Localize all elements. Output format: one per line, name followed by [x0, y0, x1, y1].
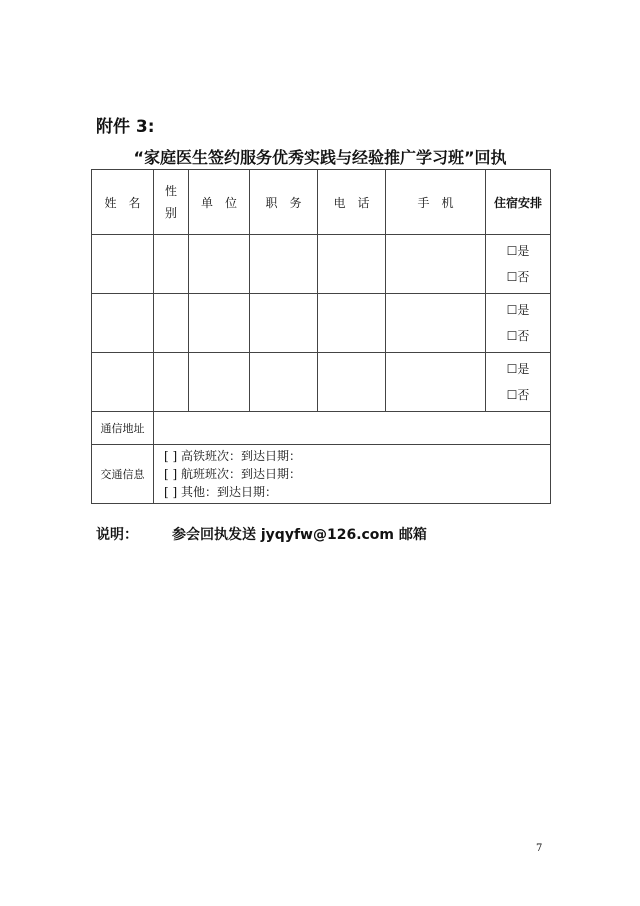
table-header-row — [92, 170, 551, 235]
transport-label: 交通信息 — [92, 445, 154, 504]
header-position: 职 务 — [250, 170, 318, 235]
attachment-label: 附件 3: — [96, 117, 155, 137]
page-number: 7 — [536, 843, 543, 854]
cell-mobile[interactable] — [386, 235, 486, 294]
header-gender — [154, 170, 189, 235]
table-row — [92, 353, 551, 412]
header-phone: 电 话 — [318, 170, 386, 235]
cell-lodging — [486, 353, 551, 412]
cell-unit[interactable] — [189, 235, 250, 294]
cell-name[interactable] — [92, 235, 154, 294]
cell-gender[interactable] — [154, 294, 189, 353]
cell-unit[interactable] — [189, 294, 250, 353]
note — [96, 524, 427, 544]
address-field[interactable] — [154, 412, 551, 445]
header-gender-char-2: 别 — [164, 206, 177, 220]
header-mobile: 手 机 — [386, 170, 486, 235]
cell-name[interactable] — [92, 294, 154, 353]
transport-option-other[interactable]: [ ] 其他：到达日期： — [164, 485, 277, 499]
transport-option-train[interactable]: [ ] 高铁班次：到达日期： — [164, 449, 301, 463]
cell-phone[interactable] — [318, 235, 386, 294]
note-label: 说明： — [96, 527, 138, 543]
transport-options — [154, 445, 551, 504]
cell-position[interactable] — [250, 235, 318, 294]
lodging-no-checkbox[interactable]: ☐否 — [506, 329, 530, 343]
cell-lodging — [486, 294, 551, 353]
cell-mobile[interactable] — [386, 353, 486, 412]
lodging-yes-checkbox[interactable]: ☐是 — [506, 303, 530, 317]
cell-mobile[interactable] — [386, 294, 486, 353]
transport-option-flight[interactable]: [ ] 航班班次：到达日期： — [164, 467, 301, 481]
table-row — [92, 294, 551, 353]
header-name: 姓 名 — [92, 170, 154, 235]
lodging-no-checkbox[interactable]: ☐否 — [506, 270, 530, 284]
cell-phone[interactable] — [318, 353, 386, 412]
cell-gender[interactable] — [154, 353, 189, 412]
lodging-yes-checkbox[interactable]: ☐是 — [506, 362, 530, 376]
table-row — [92, 235, 551, 294]
receipt-form-table — [91, 169, 551, 504]
cell-phone[interactable] — [318, 294, 386, 353]
lodging-no-checkbox[interactable]: ☐否 — [506, 388, 530, 402]
document-title: “家庭医生签约服务优秀实践与经验推广学习班”回执 — [133, 148, 507, 167]
header-lodging: 住宿安排 — [486, 170, 551, 235]
note-text: 参会回执发送 jyqyfw@126.com 邮箱 — [172, 527, 427, 543]
cell-position[interactable] — [250, 294, 318, 353]
header-gender-char-1: 性 — [164, 184, 177, 198]
cell-unit[interactable] — [189, 353, 250, 412]
cell-name[interactable] — [92, 353, 154, 412]
cell-lodging — [486, 235, 551, 294]
address-label: 通信地址 — [92, 412, 154, 445]
cell-gender[interactable] — [154, 235, 189, 294]
transport-row — [92, 445, 551, 504]
address-row — [92, 412, 551, 445]
header-unit: 单 位 — [189, 170, 250, 235]
lodging-yes-checkbox[interactable]: ☐是 — [506, 244, 530, 258]
cell-position[interactable] — [250, 353, 318, 412]
